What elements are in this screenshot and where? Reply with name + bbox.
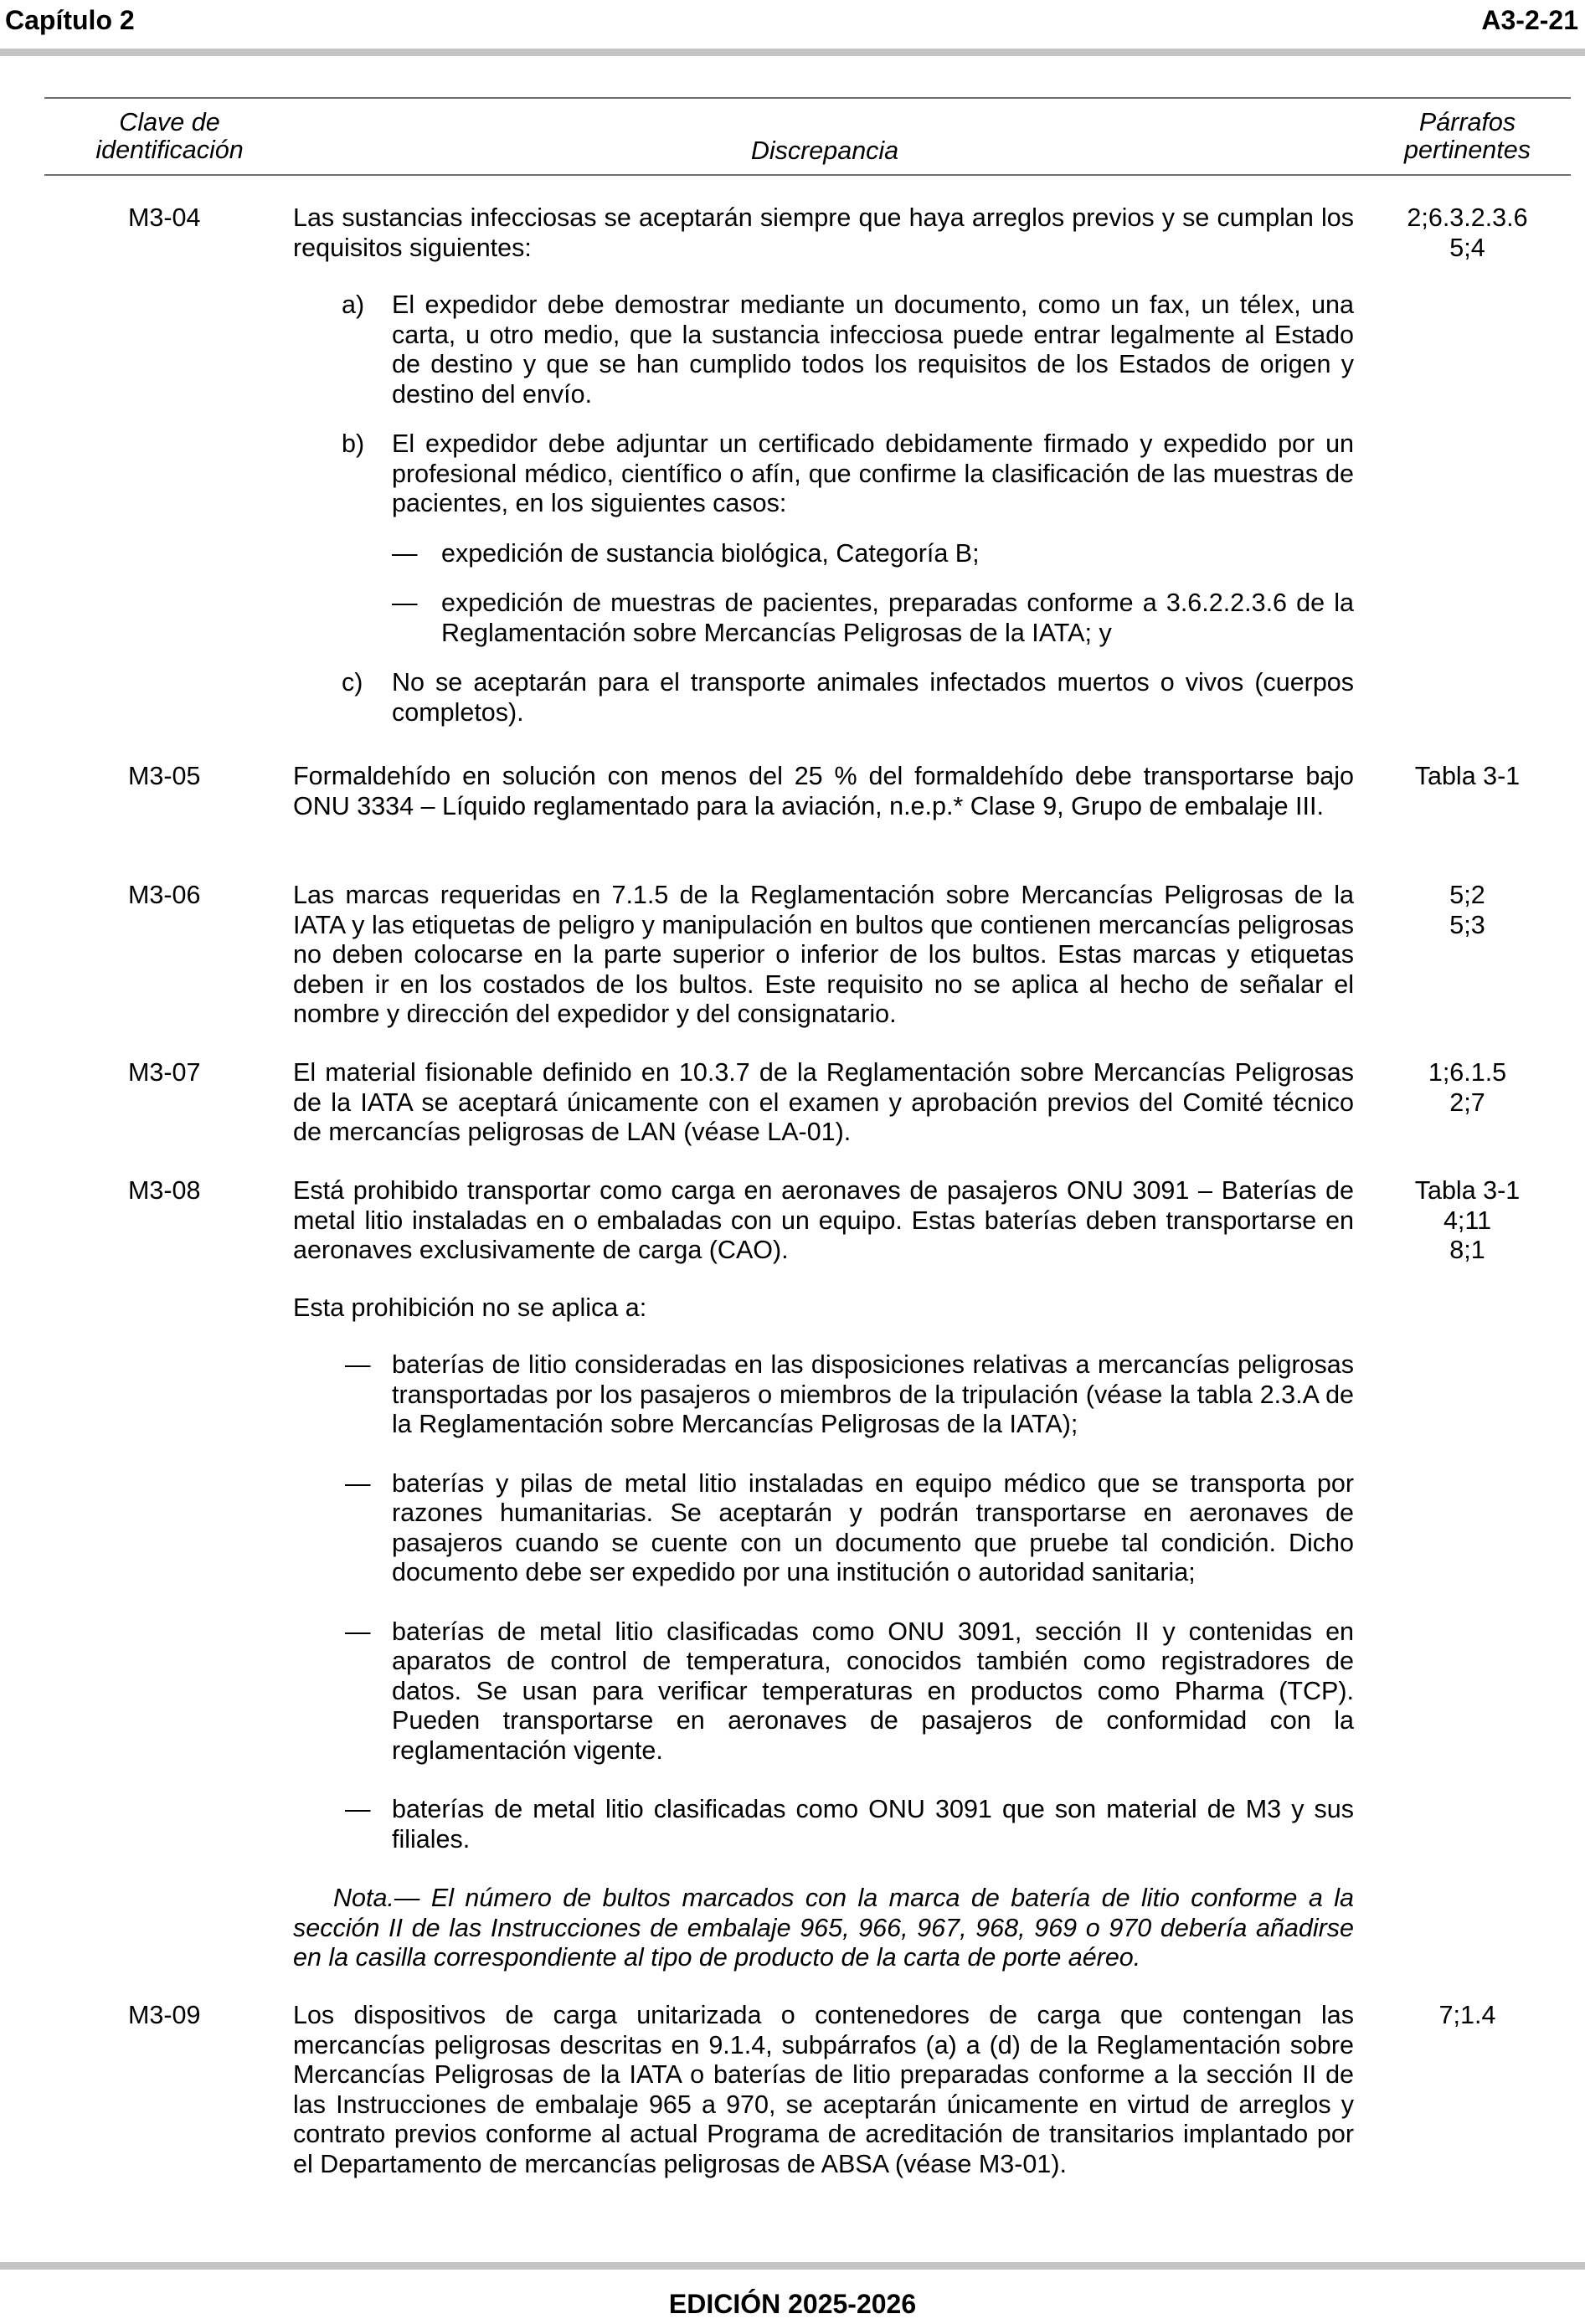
dash-marker: — <box>392 538 418 568</box>
column-header-id-line2: identificación <box>95 136 244 164</box>
row-refs-m3-09 <box>1365 2001 1570 2031</box>
dash-marker: — <box>345 1617 371 1646</box>
m3-04-intro: Las sustancias infecciosas se aceptarán siempre que haya arreglos previos y se cumplan los requisitos siguientes: <box>293 203 1354 262</box>
m3-07-text: El material fisionable definido en 10.3.7 de la Reglamentación sobre Mercancías Peligrosas de la IATA se aceptará únicamente con el examen y aprobación previos del Comité técnico de mercancías peligrosas de LAN (véase LA-01). <box>293 1058 1354 1146</box>
ref-entry: Tabla 3-1 <box>1414 762 1521 790</box>
m3-08-bullet-4 <box>293 1795 1354 1854</box>
bullet-text: baterías de metal litio clasificadas como ONU 3091 que son material de M3 y sus filiales. <box>392 1795 1354 1854</box>
row-code-m3-06: M3-06 <box>128 881 201 909</box>
bullet-text: baterías de litio consideradas en las disposiciones relativas a mercancías peligrosas transportadas por los pasajeros o miembros de la tripulación (véase la tabla 2.3.A de la Reglamentación sobre Mercancías Peligrosas de la IATA); <box>392 1350 1354 1438</box>
m3-04-dash-2 <box>293 589 1354 648</box>
m3-06-text: Las marcas requeridas en 7.1.5 de la Reglamentación sobre Mercancías Peligrosas de la IATA y las etiquetas de peligro y manipulación en bultos que contienen mercancías peligrosas no deben colocarse en la parte superior o inferior de los bultos. Estas marcas y etiquetas deben ir en los costados de los bultos. Este requisito no se aplica al hecho de señalar el nombre y dirección del expedidor y del consignatario. <box>293 881 1354 1028</box>
page-number: A3-2-21 <box>1481 5 1578 35</box>
ref-entry: 5;4 <box>1449 233 1485 262</box>
row-code-m3-08: M3-08 <box>128 1176 201 1205</box>
ref-entry: 2;6.3.2.3.6 <box>1407 203 1528 232</box>
dash-marker: — <box>345 1795 371 1823</box>
ref-entry: 1;6.1.5 <box>1428 1058 1507 1087</box>
item-text: El expedidor debe demostrar mediante un documento, como un fax, un télex, una carta, u otro medio, que la sustancia infecciosa puede entrar legalmente al Estado de destino y que se han cumplido todos los requisitos de los Estados de origen y destino del envío. <box>392 290 1354 409</box>
row-text-m3-09 <box>293 2001 1354 2179</box>
column-header-paragraphs-line2: pertinentes <box>1404 136 1531 164</box>
m3-08-exception-intro: Esta prohibición no se aplica a: <box>293 1293 647 1322</box>
column-header-paragraphs <box>1365 109 1570 164</box>
table-header-rule <box>44 174 1571 176</box>
m3-04-item-c <box>293 668 1354 728</box>
header-divider <box>0 49 1585 56</box>
m3-08-text: Está prohibido transportar como carga en aeronaves de pasajeros ONU 3091 – Baterías de metal litio instaladas en o embaladas con un equipo. Estas baterías deben transportarse en aeronaves exclusivamente de carga (CAO). <box>293 1176 1354 1264</box>
row-code-m3-07: M3-07 <box>128 1058 201 1087</box>
item-text: No se aceptarán para el transporte animales infectados muertos o vivos (cuerpos completos). <box>392 668 1354 727</box>
row-refs-m3-05 <box>1365 762 1570 792</box>
m3-05-text: Formaldehído en solución con menos del 25 % del formaldehído debe transportarse bajo ONU 3334 – Líquido reglamentado para la aviación, n.e.p.* Clase 9, Grupo de embalaje III. <box>293 762 1354 820</box>
ref-entry: Tabla 3-1 <box>1414 1176 1521 1205</box>
ref-entry: 2;7 <box>1449 1087 1485 1117</box>
row-text-m3-06 <box>293 881 1354 1030</box>
ref-entry: 5;3 <box>1449 910 1485 939</box>
row-text-m3-05 <box>293 762 1354 821</box>
row-refs-m3-07 <box>1365 1058 1570 1118</box>
footer-divider <box>0 2262 1585 2270</box>
table-top-rule <box>44 97 1571 99</box>
row-refs-m3-06 <box>1365 881 1570 940</box>
m3-04-item-b <box>293 429 1354 519</box>
column-header-discrepancy: Discrepancia <box>750 136 899 165</box>
column-header-id <box>67 109 272 164</box>
ref-entry: 5;2 <box>1449 881 1485 909</box>
m3-09-text: Los dispositivos de carga unitarizada o contenedores de carga que contengan las mercancías peligrosas descritas en 9.1.4, subpárrafos (a) a (d) de la Reglamentación sobre Mercancías Peligrosas de la IATA o baterías de litio preparadas conforme a la sección II de las Instrucciones de embalaje 965 a 970, se aceptarán únicamente en virtud de arreglos y contrato previos conforme al actual Programa de acreditación de transitarios implantado por el Departamento de mercancías peligrosas de ABSA (véase M3-01). <box>293 2001 1354 2178</box>
chapter-label: Capítulo 2 <box>5 5 135 35</box>
m3-08-bullet-1 <box>293 1350 1354 1440</box>
dash-marker: — <box>345 1468 371 1498</box>
m3-08-note: Nota.— El número de bultos marcados con la marca de batería de litio conforme a la sección II de las Instrucciones de embalaje 965, 966, 967, 968, 969 o 970 debería añadirse en la casilla correspondiente al tipo de producto de la carta de porte aéreo. <box>293 1884 1354 1972</box>
ref-entry: 7;1.4 <box>1438 2001 1496 2029</box>
row-text-m3-04 <box>293 203 1354 728</box>
item-text: El expedidor debe adjuntar un certificado debidamente firmado y expedido por un profesional médico, científico o afín, que confirme la clasificación de las muestras de pacientes, en los siguientes casos: <box>392 429 1354 517</box>
ref-entry: 8;1 <box>1449 1236 1485 1264</box>
dash-text: expedición de sustancia biológica, Categoría B; <box>441 538 980 568</box>
item-marker: b) <box>342 429 365 458</box>
row-refs-m3-04 <box>1365 203 1570 263</box>
column-header-id-line1: Clave de <box>119 108 220 136</box>
row-refs-m3-08 <box>1365 1176 1570 1266</box>
item-marker: a) <box>342 290 365 319</box>
row-code-m3-09: M3-09 <box>128 2001 201 2029</box>
m3-04-dash-1 <box>293 539 1354 569</box>
bullet-text: baterías y pilas de metal litio instaladas en equipo médico que se transporta por razones humanitarias. Se aceptarán y podrán transportarse en aeronaves de pasajeros cuando se cuente con un documento que pruebe tal condición. Dicho documento debe ser expedido por una institución o autoridad sanitaria; <box>392 1468 1354 1586</box>
row-text-m3-08 <box>293 1176 1354 1973</box>
column-header-paragraphs-line1: Párrafos <box>1418 108 1516 136</box>
bullet-text: baterías de metal litio clasificadas como ONU 3091, sección II y contenidas en aparatos de control de temperatura, conocidos también como registradores de datos. Se usan para verificar temperaturas en productos como Pharma (TCP). Pueden transportarse en aeronaves de pasajeros de conformidad con la reglamentación vigente. <box>392 1617 1354 1765</box>
dash-marker: — <box>392 589 418 617</box>
m3-04-item-a <box>293 290 1354 409</box>
m3-08-bullet-3 <box>293 1617 1354 1766</box>
edition-label: EDICIÓN 2025-2026 <box>668 2289 917 2319</box>
m3-08-bullet-2 <box>293 1469 1354 1588</box>
dash-text: expedición de muestras de pacientes, preparadas conforme a 3.6.2.2.3.6 de la Reglamentación sobre Mercancías Peligrosas de la IATA; y <box>441 589 1354 647</box>
row-code-m3-04: M3-04 <box>128 203 201 232</box>
row-text-m3-07 <box>293 1058 1354 1148</box>
row-code-m3-05: M3-05 <box>128 762 201 790</box>
ref-entry: 4;11 <box>1443 1206 1492 1235</box>
dash-marker: — <box>345 1350 371 1379</box>
item-marker: c) <box>342 668 363 697</box>
